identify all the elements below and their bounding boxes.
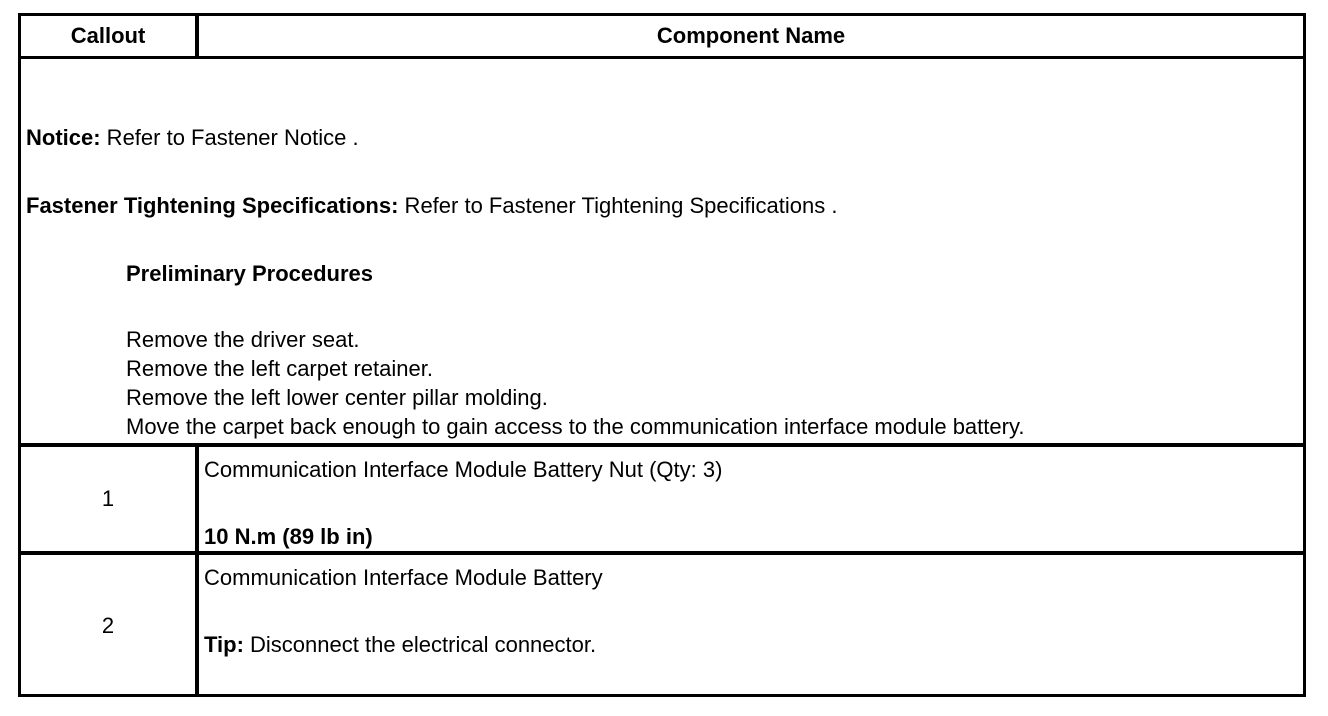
- torque-spec: 10 N.m (89 lb in): [204, 524, 373, 549]
- component-table: [18, 13, 1306, 697]
- notice-line: [26, 125, 359, 151]
- component-cell: [199, 447, 1303, 551]
- notice-label: Notice:: [26, 125, 101, 150]
- intro-section: [21, 59, 1303, 447]
- component-name-column-header: Component Name: [656, 23, 846, 48]
- table-header: [21, 16, 1303, 59]
- notice-text: Refer to Fastener Notice .: [100, 125, 359, 150]
- table-row: [21, 447, 1303, 555]
- spec-text: Refer to Fastener Tightening Specifications .: [398, 193, 838, 218]
- callout-number: 2: [21, 555, 199, 697]
- component-name: Communication Interface Module Battery Nut (Qty: 3): [204, 457, 723, 482]
- tip-line: [204, 632, 596, 658]
- spec-line: [26, 193, 837, 219]
- component-cell: [199, 555, 1303, 697]
- callout-column-header: Callout: [21, 16, 199, 56]
- procedure-step: Remove the driver seat.: [126, 327, 360, 352]
- procedure-step: Move the carpet back enough to gain access to the communication interface module battery.: [126, 414, 1025, 439]
- tip-label: Tip:: [204, 632, 244, 657]
- procedure-step: Remove the left lower center pillar molding.: [126, 385, 548, 410]
- tip-text: Disconnect the electrical connector.: [243, 632, 597, 657]
- procedure-step: Remove the left carpet retainer.: [126, 356, 433, 381]
- callout-number: 1: [21, 447, 199, 551]
- table-row: [21, 555, 1303, 697]
- component-name: Communication Interface Module Battery: [204, 565, 603, 590]
- spec-label: Fastener Tightening Specifications:: [26, 193, 399, 218]
- preliminary-procedures-title: Preliminary Procedures: [126, 261, 374, 286]
